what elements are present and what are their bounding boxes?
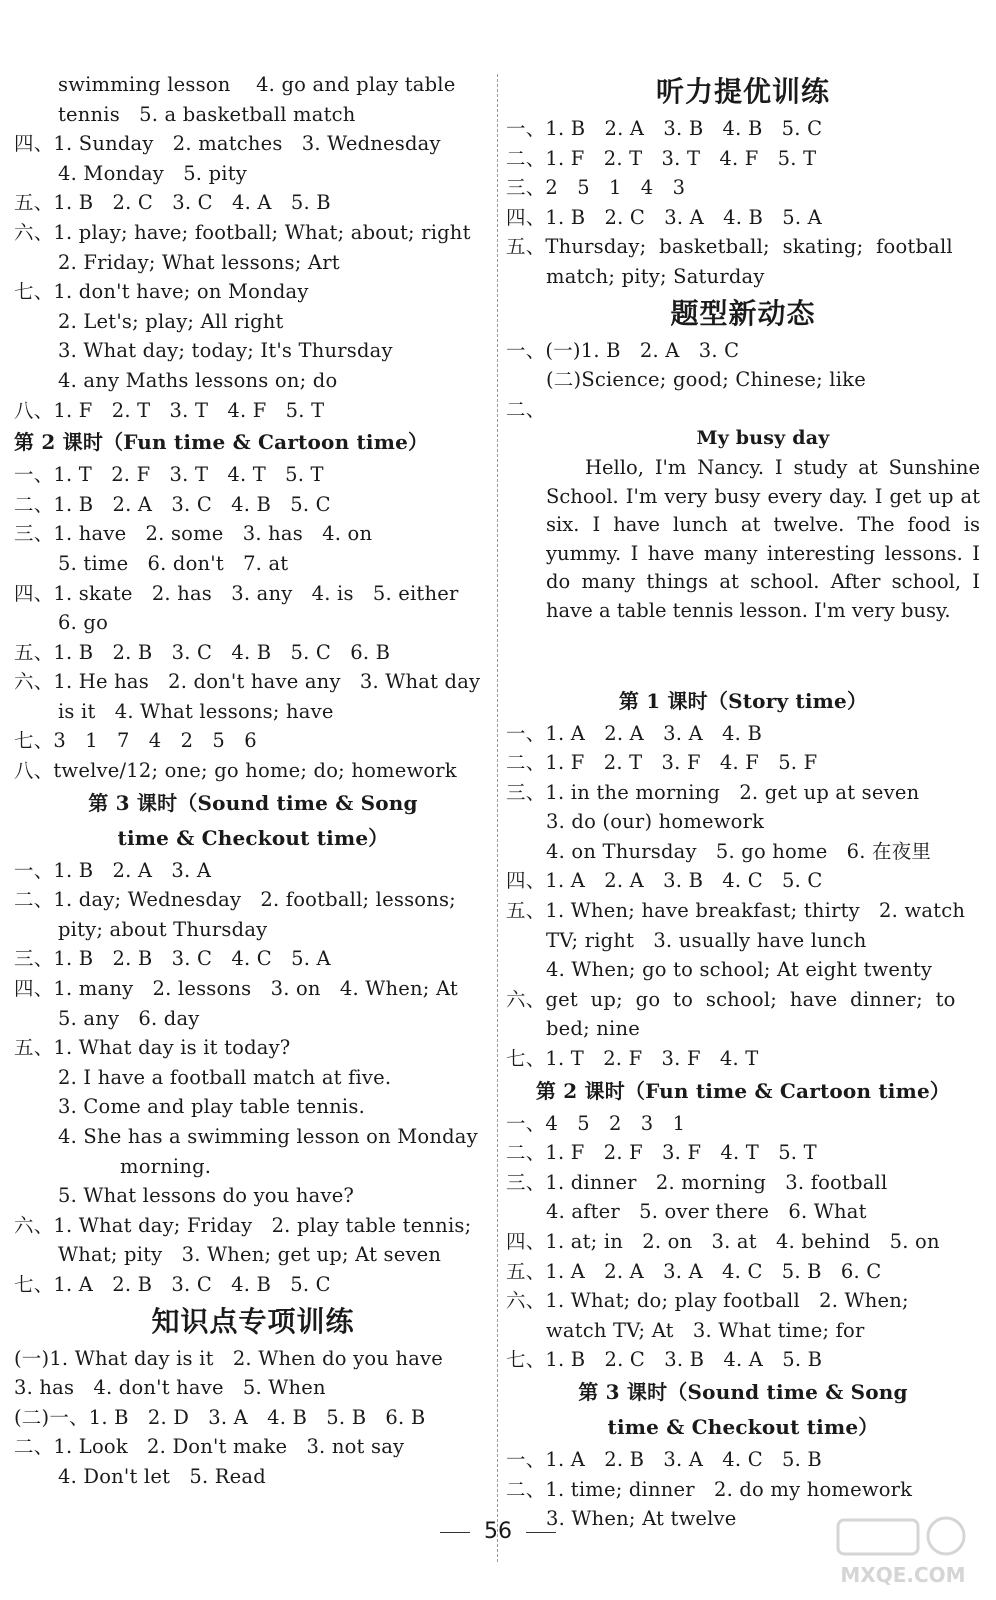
- page-number: 56: [484, 1519, 512, 1544]
- answer-line: 八、twelve/12; one; go home; do; homework: [14, 759, 457, 783]
- answer-line: 八、1. F 2. T 3. T 4. F 5. T: [14, 398, 325, 422]
- answer-line: pity; about Thursday: [58, 917, 268, 941]
- watermark-text: MXQE.COM: [840, 1563, 966, 1587]
- answer-line: 六、1. He has 2. don't have any 3. What day: [14, 670, 481, 694]
- answer-line: 三、1. B 2. B 3. C 4. C 5. A: [14, 947, 331, 971]
- answer-line: 六、1. What; do; play football 2. When;: [506, 1289, 909, 1313]
- answer-line: 二、1. day; Wednesday 2. football; lessons;: [14, 888, 456, 912]
- answer-line: 二、1. time; dinner 2. do my homework: [506, 1477, 913, 1501]
- answer-line: 4. Monday 5. pity: [58, 161, 247, 185]
- answer-line: 四、1. at; in 2. on 3. at 4. behind 5. on: [506, 1230, 940, 1253]
- answer-line: (一)1. What day is it 2. When do you have: [14, 1346, 443, 1370]
- lesson-heading: time & Checkout time）: [117, 825, 389, 850]
- footer-dash-right: [526, 1532, 556, 1533]
- answer-line: is it 4. What lessons; have: [58, 699, 334, 723]
- lesson-heading: 第 2 课时（Fun time & Cartoon time）: [535, 1078, 951, 1103]
- section-heading: 题型新动态: [670, 296, 816, 330]
- answer-line: 四、1. Sunday 2. matches 3. Wednesday: [14, 132, 441, 156]
- answer-line: 一、4 5 2 3 1: [506, 1111, 686, 1135]
- answer-line: 五、1. A 2. A 3. A 4. C 5. B 6. C: [506, 1259, 882, 1283]
- answer-line: What; pity 3. When; get up; At seven: [58, 1243, 442, 1267]
- answer-line: watch TV; At 3. What time; for: [546, 1318, 865, 1342]
- answer-line: 5. time 6. don't 7. at: [58, 551, 289, 575]
- answer-line: morning.: [120, 1154, 212, 1178]
- passage-title: My busy day: [696, 427, 830, 450]
- left-column: [14, 70, 492, 1492]
- answer-line: 三、2 5 1 4 3: [506, 176, 686, 200]
- answer-line: 4. any Maths lessons on; do: [58, 368, 338, 392]
- watermark-circle: [928, 1518, 964, 1554]
- answer-line: 五、Thursday; basketball; skating; football: [506, 235, 953, 259]
- answer-line: 二、1. F 2. T 3. F 4. F 5. F: [506, 751, 818, 775]
- answer-line: 四、1. B 2. C 3. A 4. B 5. A: [506, 205, 822, 229]
- footer-dash-left: [440, 1532, 470, 1533]
- answer-line: match; pity; Saturday: [546, 264, 765, 288]
- answer-line: 一、(一)1. B 2. A 3. C: [506, 338, 740, 362]
- right-bottom-section: [506, 684, 980, 1534]
- answer-line: 4. She has a swimming lesson on Monday: [58, 1125, 478, 1148]
- answer-line: (二)Science; good; Chinese; like: [546, 368, 866, 392]
- answer-line: 2. Let's; play; All right: [58, 309, 284, 333]
- answer-line: 四、1. A 2. A 3. B 4. C 5. C: [506, 869, 823, 893]
- answer-line: 三、1. in the morning 2. get up at seven: [506, 780, 920, 804]
- answer-line: 4. Don't let 5. Read: [58, 1464, 266, 1488]
- answer-line: bed; nine: [546, 1017, 640, 1041]
- answer-line: 五、1. What day is it today?: [14, 1036, 291, 1060]
- answer-line: 七、1. A 2. B 3. C 4. B 5. C: [14, 1272, 331, 1296]
- answer-line: 三、1. dinner 2. morning 3. football: [506, 1170, 888, 1194]
- answer-line: tennis 5. a basketball match: [58, 102, 356, 126]
- section-heading: 听力提优训练: [655, 75, 830, 108]
- answer-line: 6. go: [58, 611, 109, 635]
- answer-line: 二、1. F 2. T 3. T 4. F 5. T: [506, 146, 817, 170]
- section-heading: 知识点专项训练: [151, 1304, 355, 1338]
- lesson-heading: time & Checkout time）: [607, 1414, 879, 1439]
- answer-line: 一、1. T 2. F 3. T 4. T 5. T: [14, 463, 324, 487]
- answer-line: TV; right 3. usually have lunch: [546, 928, 867, 952]
- watermark-logo: [828, 1512, 978, 1592]
- answer-line: 3. has 4. don't have 5. When: [14, 1376, 326, 1400]
- answer-line: 七、1. don't have; on Monday: [14, 280, 309, 304]
- watermark-box: [838, 1520, 918, 1554]
- answer-line: (二)一、1. B 2. D 3. A 4. B 5. B 6. B: [14, 1405, 426, 1429]
- answer-line: 3. Come and play table tennis.: [58, 1095, 365, 1119]
- answer-line: 七、3 1 7 4 2 5 6: [14, 729, 257, 753]
- answer-line: 三、1. have 2. some 3. has 4. on: [14, 522, 373, 546]
- lesson-heading: 第 1 课时（Story time）: [618, 688, 868, 713]
- answer-line: 二、1. Look 2. Don't make 3. not say: [14, 1435, 405, 1459]
- right-top-section: [506, 70, 980, 424]
- answer-line: 四、1. many 2. lessons 3. on 4. When; At: [14, 977, 458, 1001]
- lesson-heading: 第 2 课时（Fun time & Cartoon time）: [14, 430, 429, 455]
- answer-line: 五、1. B 2. B 3. C 4. B 5. C 6. B: [14, 640, 391, 664]
- answer-line: 2. I have a football match at five.: [58, 1065, 392, 1089]
- answer-line: 一、1. B 2. A 3. A: [14, 858, 212, 882]
- answer-line: 5. What lessons do you have?: [58, 1184, 355, 1208]
- answer-line: 五、1. When; have breakfast; thirty 2. watch: [506, 899, 966, 923]
- answer-line: 2. Friday; What lessons; Art: [58, 250, 340, 274]
- answer-line: swimming lesson 4. go and play table: [58, 73, 456, 96]
- answer-line: 3. What day; today; It's Thursday: [58, 339, 393, 363]
- column-divider: [497, 74, 498, 1562]
- answer-line: 一、1. B 2. A 3. B 4. B 5. C: [506, 117, 823, 140]
- answer-line: 5. any 6. day: [58, 1006, 200, 1030]
- answer-line: 六、1. What day; Friday 2. play table tennis;: [14, 1213, 472, 1237]
- answer-line: 七、1. B 2. C 3. B 4. A 5. B: [506, 1348, 823, 1372]
- answer-line: 一、1. A 2. A 3. A 4. B: [506, 721, 762, 745]
- answer-line: 五、1. B 2. C 3. C 4. A 5. B: [14, 191, 331, 215]
- answer-line: 4. on Thursday 5. go home 6. 在夜里: [546, 839, 932, 863]
- answer-line: 3. When; At twelve: [546, 1507, 737, 1531]
- answer-line: 4. When; go to school; At eight twenty: [546, 958, 933, 982]
- unit-heading: [506, 626, 980, 684]
- passage-text: Hello, I'm Nancy. I study at Sunshine School. I'm very busy every day. I get up at six. I have lunch at twelve. The food is yummy. I have many interesting lessons. I do many things at school. After school, I have a table tennis lesson. I'm very busy.: [546, 455, 980, 622]
- answer-line: 七、1. T 2. F 3. F 4. T: [506, 1047, 759, 1071]
- answer-line: 4. after 5. over there 6. What: [546, 1200, 867, 1224]
- lesson-heading: 第 3 课时（Sound time & Song: [578, 1379, 908, 1404]
- answer-line: 二、1. F 2. F 3. F 4. T 5. T: [506, 1141, 817, 1165]
- answer-line: 二、: [506, 397, 546, 421]
- answer-line: 六、1. play; have; football; What; about; right: [14, 220, 471, 244]
- answer-line: 一、1. A 2. B 3. A 4. C 5. B: [506, 1447, 822, 1471]
- answer-line: 二、1. B 2. A 3. C 4. B 5. C: [14, 492, 331, 516]
- answer-line: 3. do (our) homework: [546, 810, 765, 834]
- lesson-heading: 第 3 课时（Sound time & Song: [88, 790, 418, 815]
- answer-line: 四、1. skate 2. has 3. any 4. is 5. either: [14, 581, 459, 605]
- answer-line: 六、get up; go to school; have dinner; to: [506, 987, 956, 1011]
- right-column: [506, 70, 980, 1534]
